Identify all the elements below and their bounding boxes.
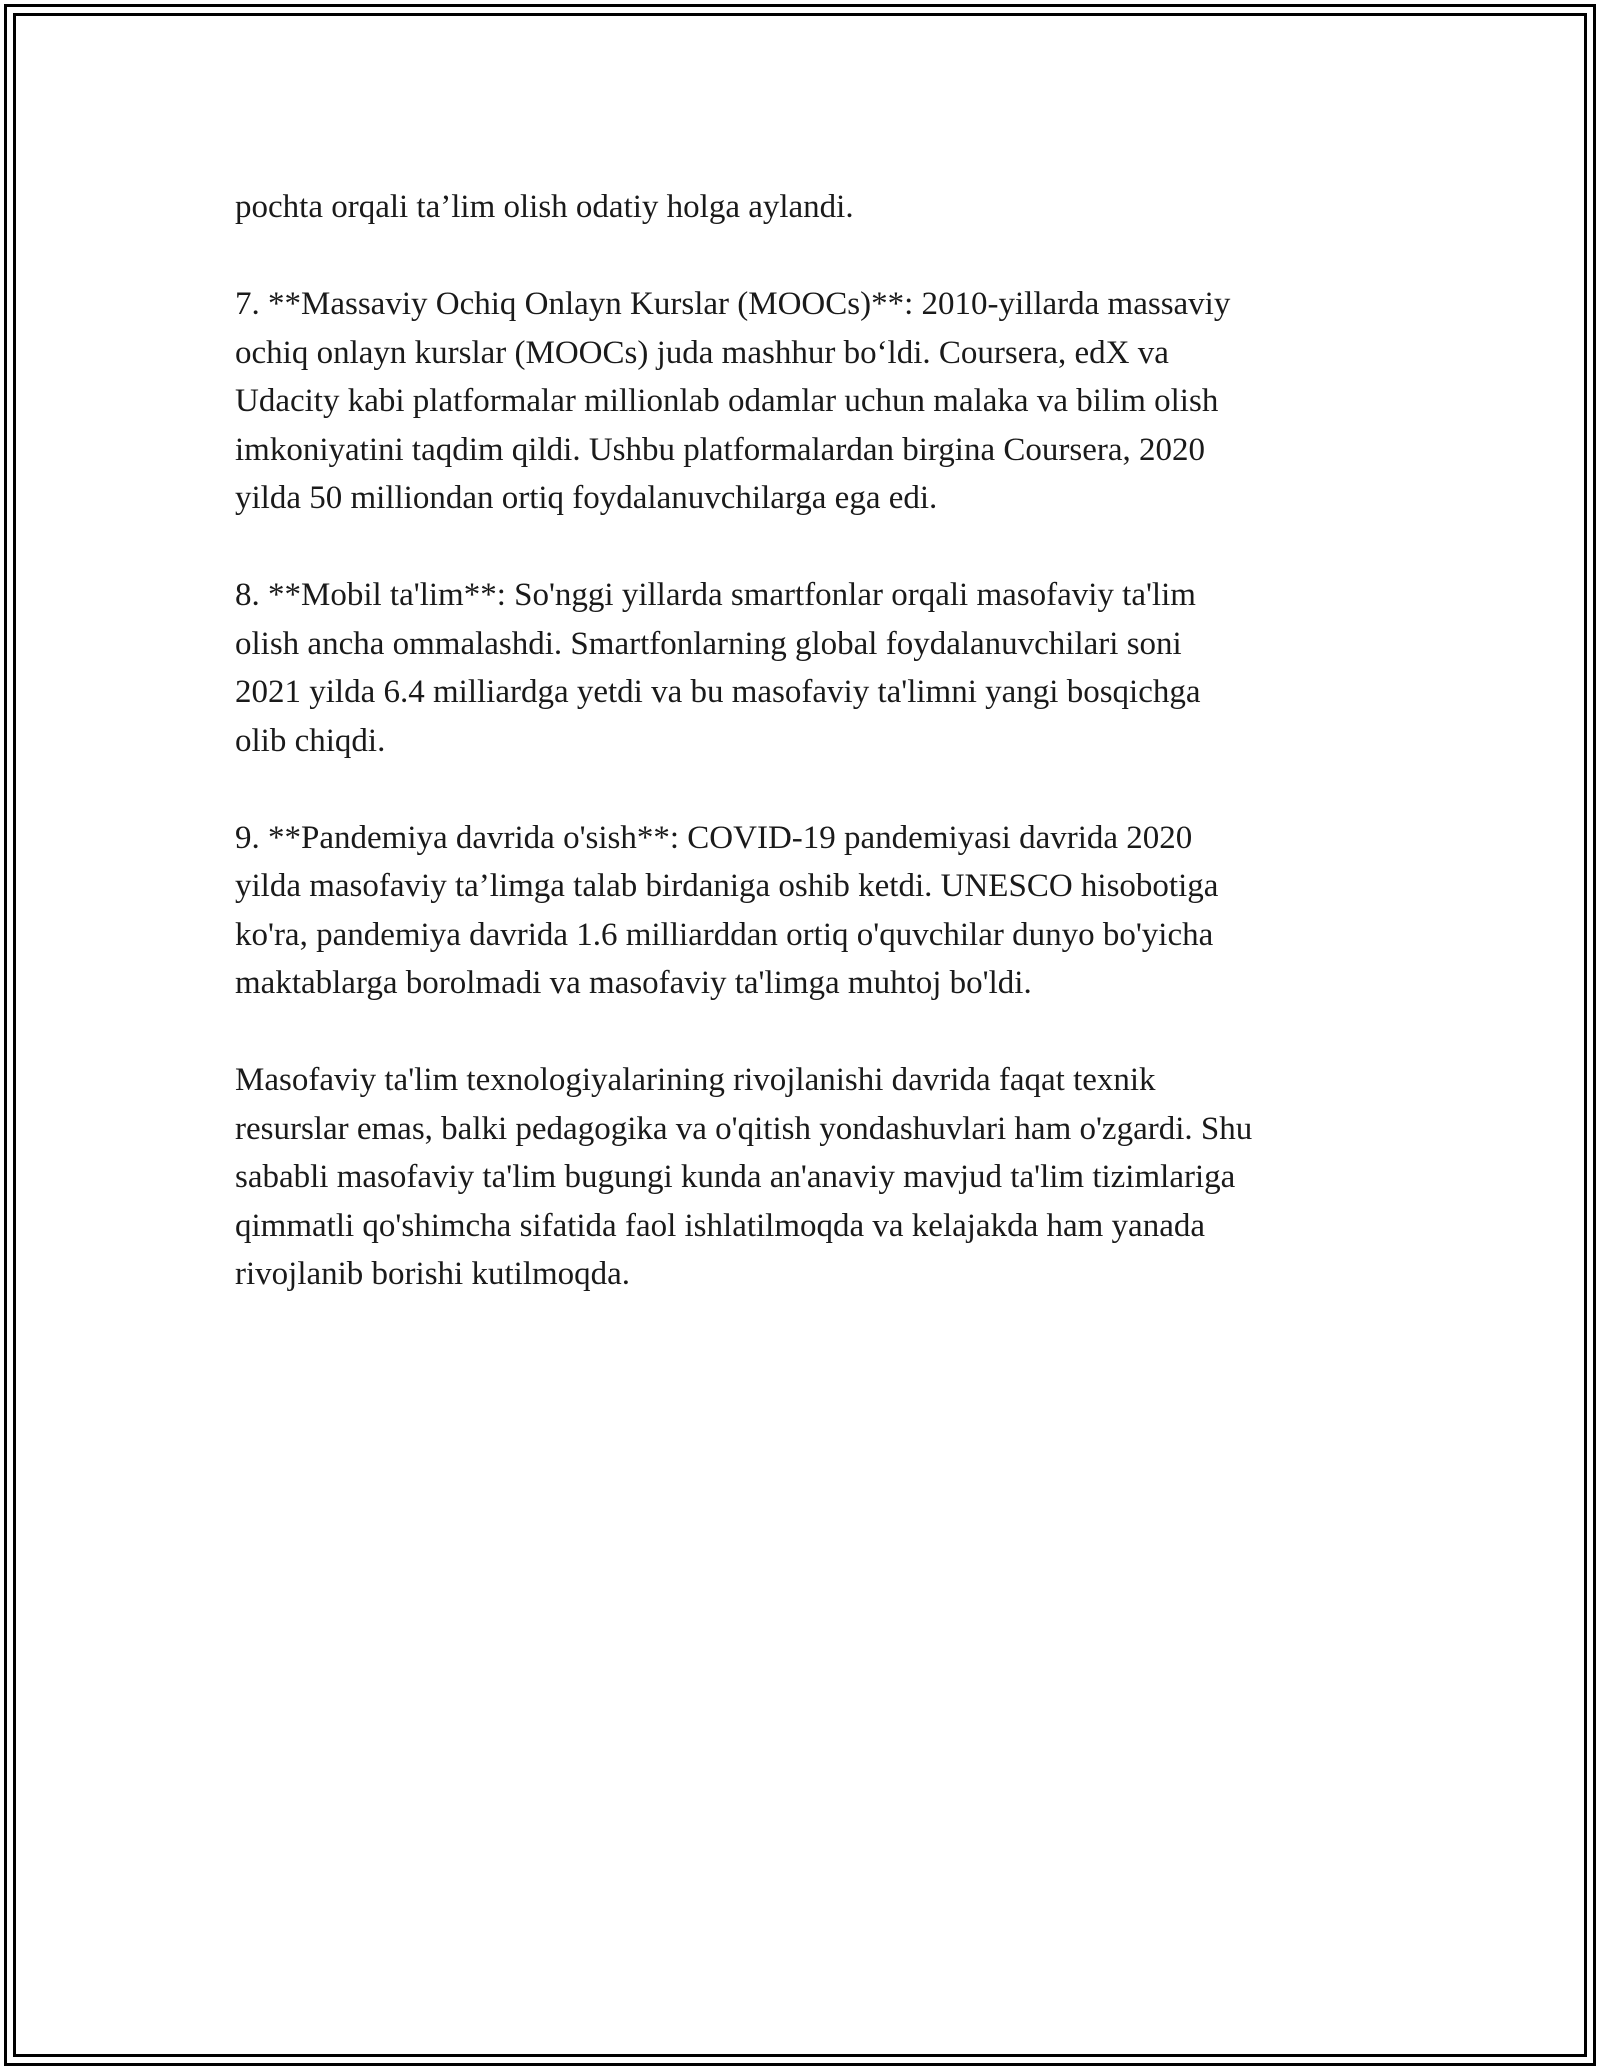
paragraph-conclusion: Masofaviy ta'lim texnologiyalarining rivojlanishi davrida faqat texnik resurslar emas, balki pedagogika va o'qitish yondashuvlari ham o'zgardi. Shu sababli masofaviy ta'lim bugungi kunda an'anaviy mavjud ta'lim tizimlariga qimmatli qo'shimcha sifatida faol ishlatilmoqda va kelajakda ham yanada rivojlanib borishi kutilmoqda. [235,1062,1253,1292]
paragraph-mobile-learning: 8. **Mobil ta'lim**: So'nggi yillarda smartfonlar orqali masofaviy ta'lim olish ancha ommalashdi. Smartfonlarning global foydalanuvchilari soni 2021 yilda 6.4 milliardga yetdi va bu masofaviy ta'limni yangi bosqichga olib chiqdi. [235,577,1201,759]
paragraph-moocs: 7. **Massaviy Ochiq Onlayn Kurslar (MOOCs)**: 2010-yillarda massaviy ochiq onlayn kurslar (MOOCs) juda mashhur bo‘ldi. Coursera, edX va Udacity kabi platformalar millionlab odamlar uchun malaka va bilim olish imkoniyatini taqdim qildi. Ushbu platformalardan birgina Coursera, 2020 yilda 50 milliondan ortiq foydalanuvchilarga ega edi. [235,286,1231,516]
document-body [235,183,1380,1347]
paragraph-continuation: pochta orqali ta’lim olish odatiy holga aylandi. [235,189,854,225]
paragraph-pandemic-growth: 9. **Pandemiya davrida o'sish**: COVID-19 pandemiyasi davrida 2020 yilda masofaviy ta’limga talab birdaniga oshib ketdi. UNESCO hisobotiga ko'ra, pandemiya davrida 1.6 milliarddan ortiq o'quvchilar dunyo bo'yicha maktablarga borolmadi va masofaviy ta'limga muhtoj bo'ldi. [235,819,1219,1001]
